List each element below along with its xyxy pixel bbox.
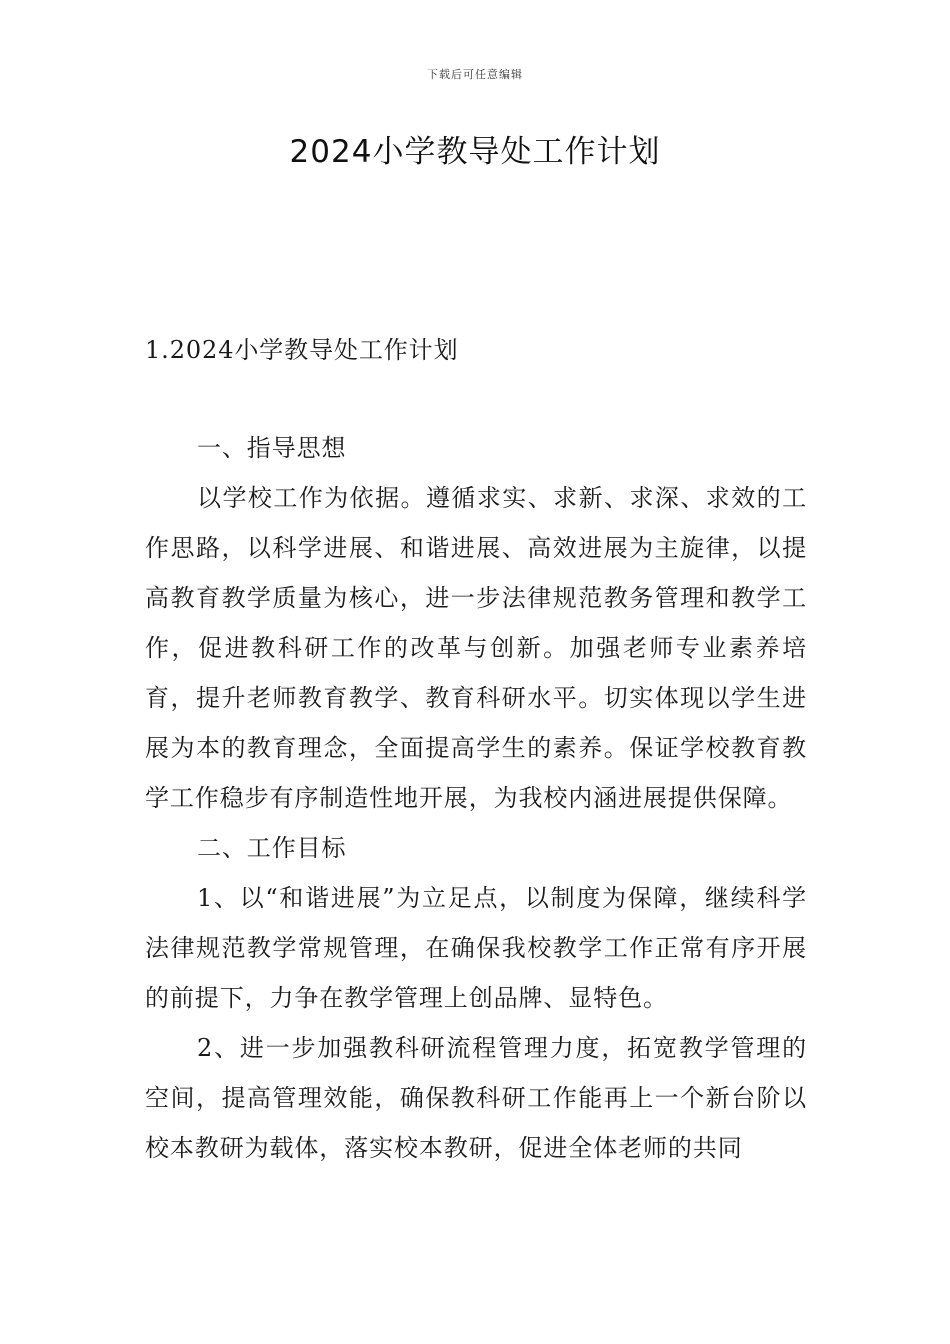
document-title: 2024小学教导处工作计划 xyxy=(289,134,661,170)
paragraph-goal-2: 2、进一步加强教科研流程管理力度，拓宽教学管理的空间，提高管理效能，确保教科研工作能再上一个新台阶以校本教研为载体，落实校本教研，促进全体老师的共同 xyxy=(145,1034,807,1162)
document-subtitle: 1.2024小学教导处工作计划 xyxy=(145,336,459,364)
document-body xyxy=(145,423,807,1173)
section-heading-work-goals: 二、工作目标 xyxy=(197,834,347,862)
section-heading-guiding-idea: 一、指导思想 xyxy=(197,434,347,462)
paragraph-goal-1: 1、以“和谐进展”为立足点，以制度为保障，继续科学法律规范教学常规管理，在确保我校教学工作正常有序开展的前提下，力争在教学管理上创品牌、显特色。 xyxy=(145,884,807,1012)
download-note: 下载后可任意编辑 xyxy=(427,68,523,81)
paragraph-guiding-idea: 以学校工作为依据。遵循求实、求新、求深、求效的工作思路，以科学进展、和谐进展、高效进展为主旋律，以提高教育教学质量为核心，进一步法律规范教务管理和教学工作，促进教科研工作的改革与创新。加强老师专业素养培育，提升老师教育教学、教育科研水平。切实体现以学生进展为本的教育理念，全面提高学生的素养。保证学校教育教学工作稳步有序制造性地开展，为我校内涵进展提供保障。 xyxy=(145,484,807,812)
